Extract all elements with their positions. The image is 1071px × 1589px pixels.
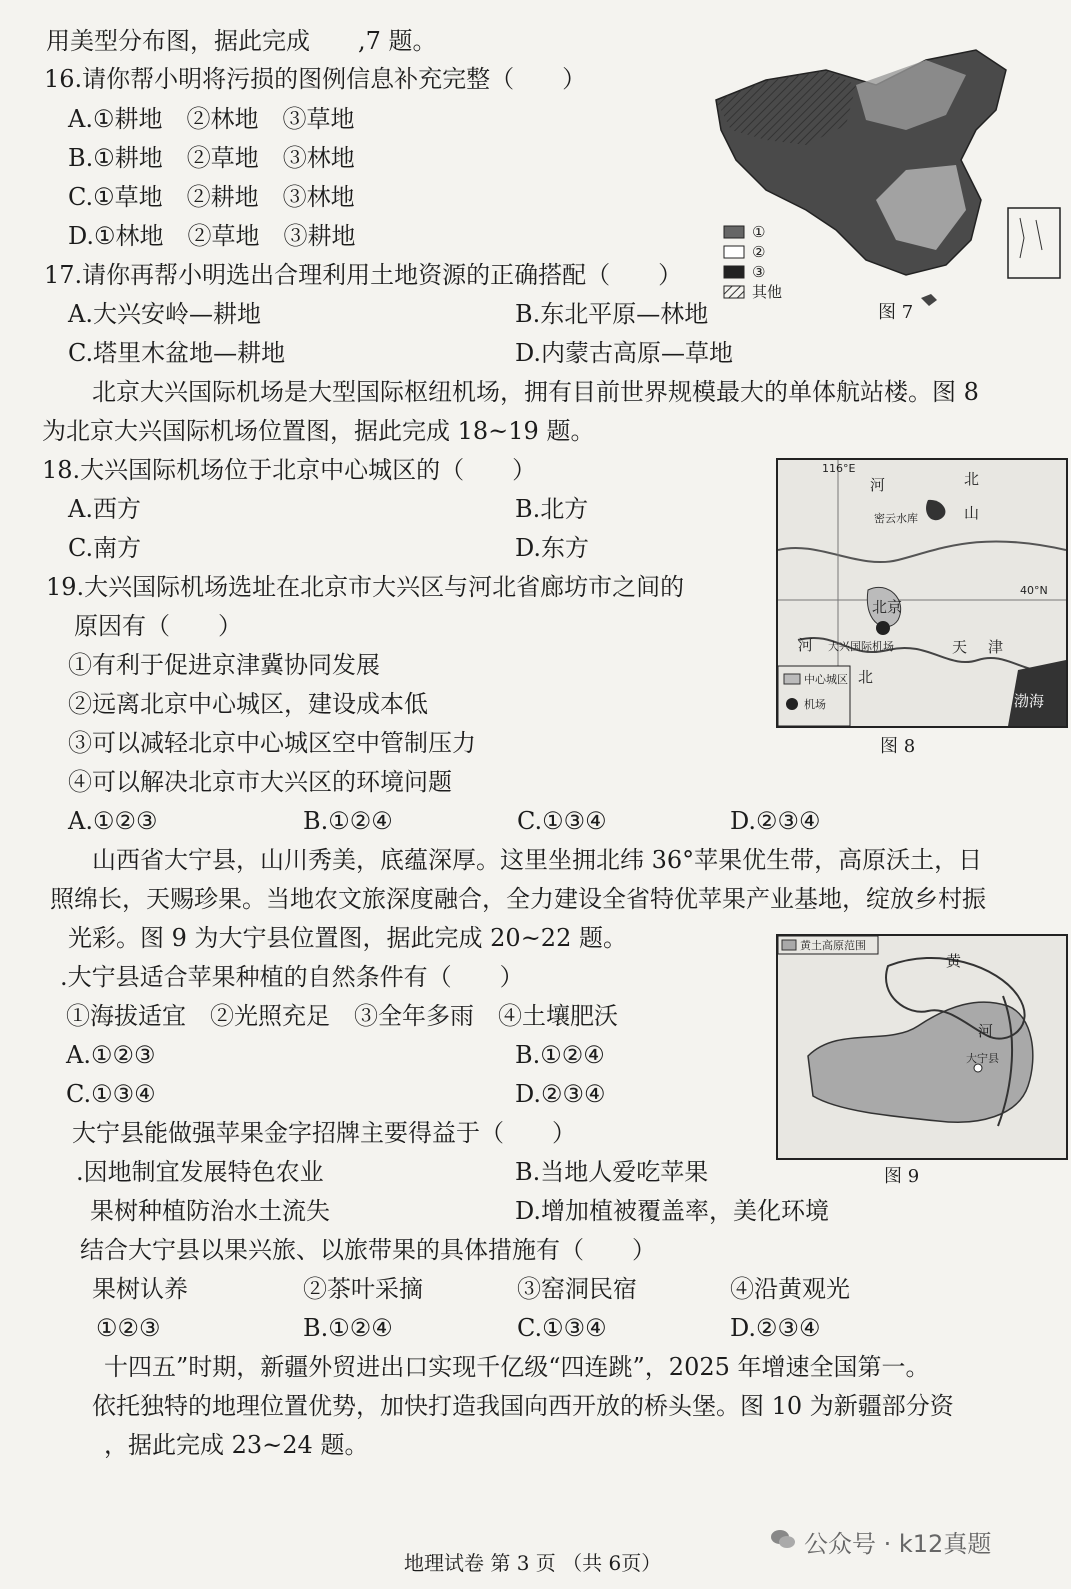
- airport-marker: [876, 621, 890, 635]
- passage-8-line1: 北京大兴国际机场是大型国际枢纽机场，拥有目前世界规模最大的单体航站楼。图 8: [92, 378, 979, 406]
- figure-9-caption: 图 9: [884, 1166, 920, 1187]
- question-20: .大宁县适合苹果种植的自然条件有（ ）: [60, 963, 524, 991]
- inset-lines: [1020, 218, 1042, 258]
- passage-9-line1: 山西省大宁县，山川秀美，底蕴深厚。这里坐拥北纬 36°苹果优生带，高原沃土，日: [92, 846, 983, 874]
- option-19c: C.①③④: [517, 807, 607, 835]
- option-19b: B.①②④: [303, 807, 393, 835]
- question-19-cont: 原因有（ ）: [74, 612, 242, 640]
- option-22b: B.①②④: [303, 1314, 393, 1342]
- passage-8-line2: 为北京大兴国际机场位置图，据此完成 18~19 题。: [42, 417, 595, 445]
- legend-label-1: ①: [752, 223, 766, 241]
- label-lat: 40°N: [1020, 584, 1048, 597]
- statement-22-3: ③窑洞民宿: [517, 1275, 637, 1303]
- china-landuse-map: [706, 40, 1068, 330]
- question-16: 16.请你帮小明将污损的图例信息补充完整（ ）: [44, 65, 587, 93]
- text-line: 用美型分布图，据此完成 ,7 题。: [46, 27, 437, 55]
- option-20d: D.②③④: [515, 1080, 606, 1108]
- option-21d: D.增加植被覆盖率，美化环境: [515, 1197, 830, 1225]
- legend-label-2: ②: [752, 243, 766, 261]
- option-21c: 果树种植防治水土流失: [90, 1197, 330, 1225]
- question-19: 19.大兴国际机场选址在北京市大兴区与河北省廊坊市之间的: [46, 573, 685, 601]
- loess-plateau-region: [808, 1002, 1033, 1122]
- label-he-1: 河: [870, 476, 886, 494]
- label-tian: 天: [952, 638, 968, 656]
- passage-10-line3: ，据此完成 23~24 题。: [104, 1431, 369, 1459]
- label-airport: 大兴国际机场: [828, 640, 894, 653]
- option-18c: C.南方: [68, 534, 142, 562]
- wechat-icon: [770, 1528, 796, 1550]
- label-jin: 津: [988, 638, 1004, 656]
- label-huang: 黄: [946, 952, 962, 970]
- statement-19-1: ①有利于促进京津冀协同发展: [68, 651, 380, 679]
- south-china-sea-inset: [1008, 208, 1060, 278]
- statement-22-1: 果树认养: [92, 1275, 188, 1303]
- loess-plateau-map: [778, 936, 1066, 1158]
- passage-10-line1: 十四五”时期，新疆外贸进出口实现千亿级“四连跳”，2025 年增速全国第一。: [104, 1353, 930, 1381]
- option-17a: A.大兴安岭—耕地: [68, 300, 261, 328]
- option-17c: C.塔里木盆地—耕地: [68, 339, 286, 367]
- label-he: 河: [978, 1022, 994, 1040]
- figure-8-caption: 图 8: [880, 736, 916, 757]
- figure-7-caption: 图 7: [878, 302, 914, 323]
- label-lon: 116°E: [822, 462, 856, 475]
- option-17b: B.东北平原—林地: [515, 300, 709, 328]
- legend-swatch-1: [724, 226, 744, 238]
- statement-22-2: ②茶叶采摘: [303, 1275, 423, 1303]
- legend-loess-label: 黄土高原范围: [800, 939, 866, 952]
- figure-8: [776, 458, 1068, 728]
- page-footer: 地理试卷 第 3 页 （共 6页）: [404, 1551, 662, 1575]
- miyun-reservoir: [926, 500, 945, 520]
- question-17: 17.请你再帮小明选出合理利用土地资源的正确搭配（ ）: [44, 261, 683, 289]
- option-18b: B.北方: [515, 495, 589, 523]
- option-20a: A.①②③: [66, 1041, 156, 1069]
- legend-airport-label: 机场: [804, 698, 826, 711]
- label-bei-2: 北: [858, 668, 874, 686]
- option-21b: B.当地人爱吃苹果: [515, 1158, 709, 1186]
- option-16b: B.①耕地 ②草地 ③林地: [68, 144, 355, 172]
- label-bohai: 渤海: [1014, 692, 1045, 710]
- hainan-island: [921, 294, 937, 306]
- option-19d: D.②③④: [730, 807, 821, 835]
- label-shan: 山: [964, 504, 980, 522]
- figure-9: [776, 934, 1068, 1160]
- label-reservoir: 密云水库: [874, 512, 918, 525]
- label-bei-1: 北: [964, 470, 980, 488]
- option-16a: A.①耕地 ②林地 ③草地: [68, 105, 355, 133]
- option-21a: .因地制宜发展特色农业: [76, 1158, 324, 1186]
- legend-loess-swatch: [782, 940, 796, 950]
- great-wall-line: [778, 541, 1066, 562]
- legend-label-3: ③: [752, 263, 766, 281]
- statement-19-3: ③可以减轻北京中心城区空中管制压力: [68, 729, 476, 757]
- legend-urban-swatch: [784, 674, 800, 684]
- question-18: 18.大兴国际机场位于北京中心城区的（ ）: [42, 456, 537, 484]
- option-20c: C.①③④: [66, 1080, 156, 1108]
- statements-20: ①海拔适宜 ②光照充足 ③全年多雨 ④土壤肥沃: [66, 1002, 618, 1030]
- beijing-airport-map: [778, 460, 1066, 726]
- option-18d: D.东方: [515, 534, 590, 562]
- figure-7: [706, 40, 1068, 330]
- label-he-2: 河: [798, 636, 814, 654]
- option-16c: C.①草地 ②耕地 ③林地: [68, 183, 355, 211]
- option-18a: A.西方: [68, 495, 141, 523]
- option-19a: A.①②③: [68, 807, 158, 835]
- question-22: 结合大宁县以果兴旅、以旅带果的具体措施有（ ）: [80, 1236, 656, 1264]
- label-beijing: 北京: [872, 598, 903, 616]
- option-17d: D.内蒙古高原—草地: [515, 339, 734, 367]
- daning-marker: [974, 1064, 982, 1072]
- option-22d: D.②③④: [730, 1314, 821, 1342]
- statement-22-4: ④沿黄观光: [730, 1275, 850, 1303]
- question-21: 大宁县能做强苹果金字招牌主要得益于（ ）: [72, 1119, 576, 1147]
- passage-10-line2: 依托独特的地理位置优势，加快打造我国向西开放的桥头堡。图 10 为新疆部分资: [92, 1392, 954, 1420]
- option-20b: B.①②④: [515, 1041, 605, 1069]
- option-16d: D.①林地 ②草地 ③耕地: [68, 222, 356, 250]
- legend-swatch-3: [724, 266, 744, 278]
- statement-19-4: ④可以解决北京市大兴区的环境问题: [68, 768, 452, 796]
- legend-urban-label: 中心城区: [804, 673, 848, 686]
- watermark: 公众号 · k12真题: [804, 1530, 992, 1558]
- label-daning: 大宁县: [966, 1052, 999, 1065]
- option-22c: C.①③④: [517, 1314, 607, 1342]
- legend-swatch-2: [724, 246, 744, 258]
- option-22a: ①②③: [96, 1314, 161, 1342]
- statement-19-2: ②远离北京中心城区，建设成本低: [68, 690, 428, 718]
- passage-9-line3: 光彩。图 9 为大宁县位置图，据此完成 20~22 题。: [68, 924, 627, 952]
- legend-swatch-other: [724, 286, 744, 298]
- passage-9-line2: 照绵长，天赐珍果。当地农文旅深度融合，全力建设全省特优苹果产业基地，绽放乡村振: [50, 885, 986, 913]
- legend-airport-icon: [786, 698, 798, 710]
- legend-label-other: 其他: [752, 283, 783, 301]
